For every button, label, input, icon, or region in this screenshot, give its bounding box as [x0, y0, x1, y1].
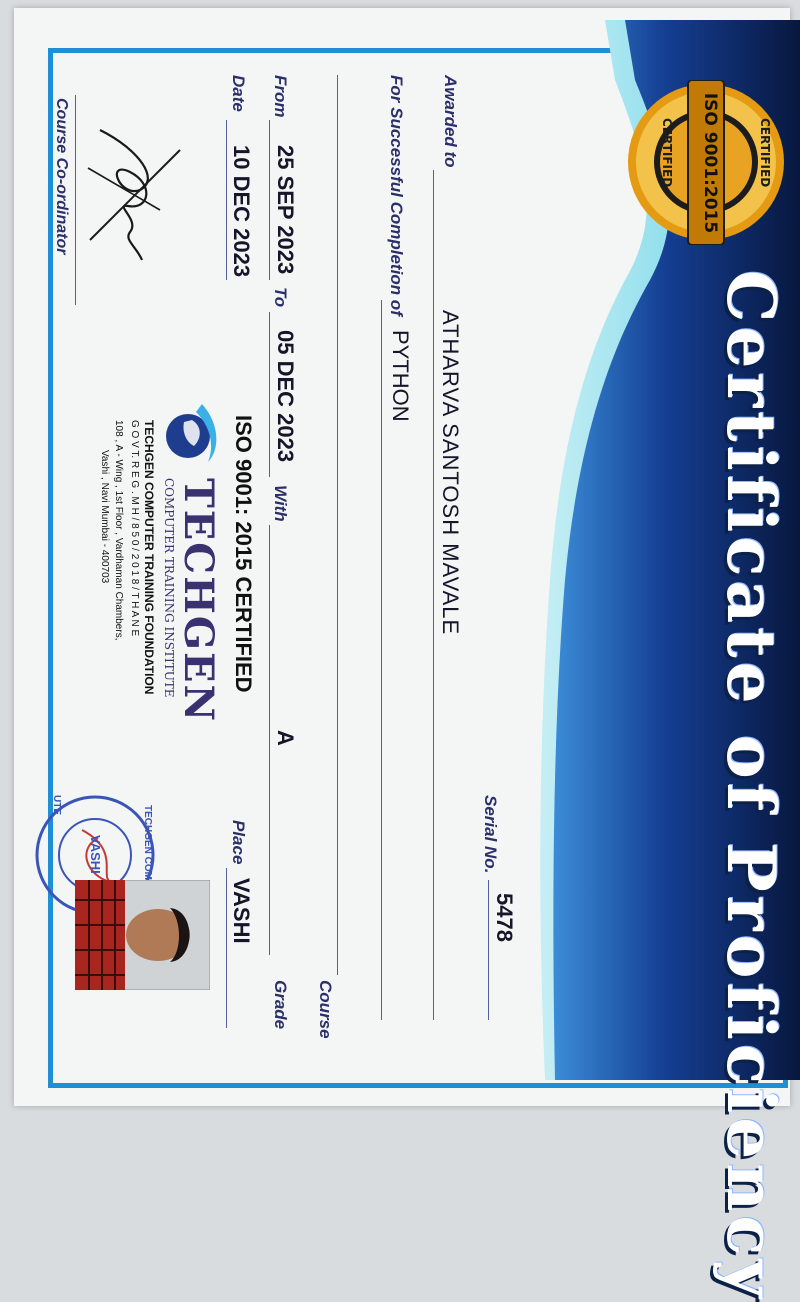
grade-line	[269, 525, 270, 955]
institute-address-line1: 108 , A - Wing , 1st Floor , Vardhaman Chambers,	[113, 420, 124, 641]
govt-registration: G O V T. R E G . M H / 8 5 0 / 2 0 1 8 / T H A N E	[129, 420, 140, 637]
from-label: From	[271, 75, 290, 118]
institute-subtitle: COMPUTER TRAINING INSTITUTE	[162, 478, 176, 698]
signature-icon	[70, 120, 200, 270]
from-line	[269, 120, 270, 280]
serial-label: Serial No.	[481, 795, 500, 874]
course-extra-line	[337, 75, 338, 975]
awarded-line	[433, 170, 434, 1020]
serial-line	[488, 880, 489, 1020]
date-label: Date	[229, 75, 248, 112]
from-date: 25 SEP 2023	[273, 145, 298, 275]
place-label: Place	[229, 820, 248, 865]
badge-top-text: CERTIFIED	[758, 118, 772, 188]
to-line	[269, 312, 270, 477]
iso-certified-text: ISO 9001: 2015 CERTIFIED	[231, 415, 256, 693]
grade-label: Grade	[271, 980, 290, 1030]
institute-address-line2: Vashi , Navi Mumbai - 400703	[99, 450, 110, 584]
institute-brand: TECHGEN	[175, 478, 222, 724]
course-line	[381, 300, 382, 1020]
awarded-label: Awarded to	[441, 75, 460, 168]
recipient-photo	[75, 880, 210, 990]
foundation-name: TECHGEN COMPUTER TRAINING FOUNDATION	[142, 420, 156, 695]
course-label: Course	[316, 980, 335, 1039]
badge-bottom-text: CERTIFIED	[660, 118, 674, 188]
with-label: With	[271, 485, 290, 522]
serial-value: 5478	[492, 893, 517, 942]
coordinator-label: Course Co-ordinator	[53, 98, 70, 255]
issue-date: 10 DEC 2023	[229, 145, 254, 278]
to-label: To	[271, 287, 290, 308]
course-name: PYTHON	[388, 330, 413, 422]
place-value: VASHI	[229, 878, 254, 944]
signature-line	[75, 95, 76, 305]
stamp-center-text: VASHI	[88, 835, 103, 874]
date-line	[226, 120, 227, 280]
place-line	[226, 868, 227, 1028]
grade-value: A	[273, 730, 298, 746]
badge-main-text: ISO 9001:2015	[700, 92, 720, 234]
to-date: 05 DEC 2023	[273, 330, 298, 463]
recipient-name: ATHARVA SANTOSH MAVALE	[438, 310, 463, 636]
stamp-side-text: UTE	[51, 795, 62, 815]
globe-logo-icon	[162, 398, 222, 468]
certificate-title: Certificate of Proficiency	[712, 270, 790, 1302]
completion-label: For Successful Completion of	[387, 75, 406, 316]
